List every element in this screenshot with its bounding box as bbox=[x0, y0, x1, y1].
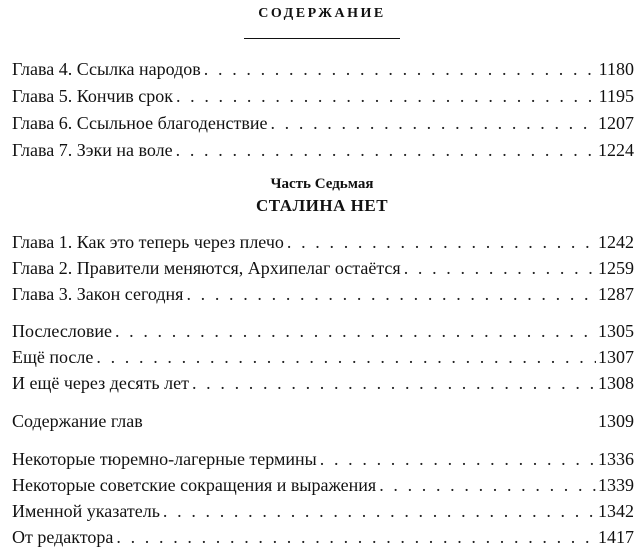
toc-entry bbox=[12, 446, 634, 472]
toc-entry-page: 1307 bbox=[598, 347, 634, 367]
toc-entry-title: Содержание глав bbox=[12, 411, 143, 431]
dot-leader bbox=[116, 524, 596, 550]
toc-entry bbox=[12, 56, 634, 82]
dot-leader bbox=[404, 255, 596, 281]
dot-leader bbox=[270, 110, 596, 136]
part-title: СТАЛИНА НЕТ bbox=[255, 196, 389, 215]
toc-entry-title: Ещё после bbox=[12, 347, 94, 367]
toc-entry-page: 1207 bbox=[598, 113, 634, 133]
toc-entry bbox=[12, 110, 634, 136]
dot-leader bbox=[96, 344, 596, 370]
toc-entry-page: 1342 bbox=[598, 501, 634, 521]
toc-entry bbox=[12, 229, 634, 255]
toc-entry-title: Глава 5. Кончив срок bbox=[12, 86, 173, 106]
toc-entry bbox=[12, 370, 634, 396]
toc-entry-title: Некоторые тюремно-лагерные термины bbox=[12, 449, 317, 469]
toc-entry-title: Именной указатель bbox=[12, 501, 160, 521]
dot-leader bbox=[115, 318, 596, 344]
toc-entry-page: 1242 bbox=[598, 232, 634, 252]
toc-entry-page: 1195 bbox=[598, 86, 634, 106]
dot-leader bbox=[186, 281, 596, 307]
toc-entry-title: От редактора bbox=[12, 527, 114, 547]
toc-entry bbox=[12, 255, 634, 281]
dot-leader bbox=[163, 498, 596, 524]
header-rule bbox=[244, 38, 400, 39]
running-head: СОДЕРЖАНИЕ bbox=[258, 6, 386, 21]
toc-entry bbox=[12, 83, 634, 109]
dot-leader bbox=[176, 137, 596, 163]
toc-entry bbox=[12, 498, 634, 524]
toc-entry-page: 1224 bbox=[598, 140, 634, 160]
toc-entry-page: 1259 bbox=[598, 258, 634, 278]
toc-entry bbox=[12, 408, 634, 434]
toc-entry bbox=[12, 344, 634, 370]
toc-entry-page: 1180 bbox=[598, 59, 634, 79]
toc-entry bbox=[12, 281, 634, 307]
toc-entry-page: 1305 bbox=[598, 321, 634, 341]
dot-leader bbox=[204, 56, 597, 82]
dot-leader bbox=[192, 370, 596, 396]
dot-leader bbox=[287, 229, 596, 255]
dot-leader bbox=[320, 446, 596, 472]
toc-entry bbox=[12, 472, 634, 498]
toc-entry-title: Глава 3. Закон сегодня bbox=[12, 284, 184, 304]
toc-entry-page: 1339 bbox=[598, 475, 634, 495]
toc-entry-title: Глава 2. Правители меняются, Архипелаг остаётся bbox=[12, 258, 401, 278]
toc-entry-title: Послесловие bbox=[12, 321, 112, 341]
toc-entry bbox=[12, 137, 634, 163]
toc-entry-title: Глава 4. Ссылка народов bbox=[12, 59, 201, 79]
toc-entry bbox=[12, 318, 634, 344]
dot-leader bbox=[176, 83, 597, 109]
dot-leader bbox=[379, 472, 596, 498]
toc-entry-page: 1308 bbox=[598, 373, 634, 393]
toc-entry-page: 1309 bbox=[598, 411, 634, 431]
toc-entry-page: 1417 bbox=[598, 527, 634, 547]
toc-entry-title: Глава 6. Ссыльное благоденствие bbox=[12, 113, 268, 133]
part-label: Часть Седьмая bbox=[270, 176, 374, 192]
toc-entry bbox=[12, 524, 634, 550]
toc-entry-title: Глава 1. Как это теперь через плечо bbox=[12, 232, 284, 252]
toc-entry-page: 1287 bbox=[598, 284, 634, 304]
toc-entry-title: Некоторые советские сокращения и выражения bbox=[12, 475, 377, 495]
toc-entry-title: И ещё через десять лет bbox=[12, 373, 189, 393]
toc-entry-title: Глава 7. Зэки на воле bbox=[12, 140, 173, 160]
toc-entry-page: 1336 bbox=[598, 449, 634, 469]
